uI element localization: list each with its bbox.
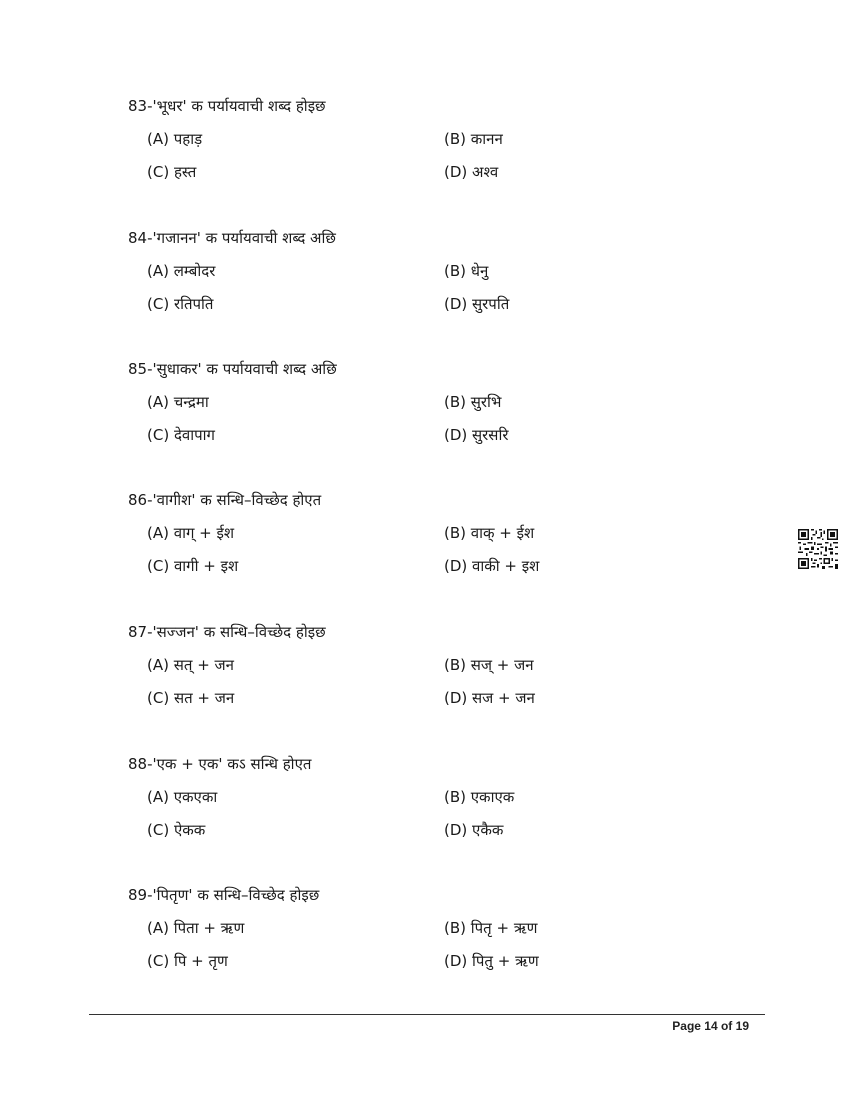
option-b[interactable]: (B) एकाएक bbox=[444, 788, 515, 806]
options-row-2 bbox=[128, 556, 688, 576]
question-85 bbox=[128, 359, 688, 445]
option-b[interactable]: (B) सुरभि bbox=[444, 393, 502, 411]
option-a[interactable]: (A) सत् + जन bbox=[147, 656, 234, 674]
option-a[interactable]: (A) चन्द्रमा bbox=[147, 393, 209, 411]
question-text: 85-'सुधाकर' क पर्यायवाची शब्द अछि bbox=[128, 360, 337, 378]
option-c[interactable]: (C) पि + तृण bbox=[147, 952, 228, 970]
option-b[interactable]: (B) वाक् + ईश bbox=[444, 524, 535, 542]
option-d[interactable]: (D) अश्व bbox=[444, 163, 499, 181]
options-row-1 bbox=[128, 918, 688, 938]
option-b[interactable]: (B) पितृ + ऋण bbox=[444, 919, 538, 937]
question-87 bbox=[128, 622, 688, 708]
options-row-2 bbox=[128, 162, 688, 182]
options-row-1 bbox=[128, 655, 688, 675]
question-text: 89-'पितृण' क सन्धि–विच्छेद होइछ bbox=[128, 886, 320, 904]
option-c[interactable]: (C) सत + जन bbox=[147, 689, 235, 707]
options-row-1 bbox=[128, 129, 688, 149]
options-row-1 bbox=[128, 787, 688, 807]
question-text: 84-'गजानन' क पर्यायवाची शब्द अछि bbox=[128, 229, 336, 247]
option-d[interactable]: (D) सज + जन bbox=[444, 689, 535, 707]
options-row-1 bbox=[128, 392, 688, 412]
options-row-2 bbox=[128, 820, 688, 840]
option-a[interactable]: (A) पहाड़ bbox=[147, 130, 203, 148]
question-84 bbox=[128, 228, 688, 314]
footer-divider bbox=[89, 1014, 765, 1015]
option-d[interactable]: (D) सुरपति bbox=[444, 295, 510, 313]
options-row-2 bbox=[128, 294, 688, 314]
option-a[interactable]: (A) लम्बोदर bbox=[147, 262, 216, 280]
question-86 bbox=[128, 490, 688, 576]
options-row-2 bbox=[128, 951, 688, 971]
option-b[interactable]: (B) धेनु bbox=[444, 262, 489, 280]
options-row-2 bbox=[128, 425, 688, 445]
option-b[interactable]: (B) सज् + जन bbox=[444, 656, 534, 674]
question-83 bbox=[128, 96, 688, 182]
option-c[interactable]: (C) वागी + इश bbox=[147, 557, 239, 575]
qr-code-icon[interactable] bbox=[798, 529, 838, 569]
question-text: 88-'एक + एक' कऽ सन्धि होएत bbox=[128, 755, 312, 773]
option-a[interactable]: (A) पिता + ऋण bbox=[147, 919, 245, 937]
question-text: 86-'वागीश' क सन्धि–विच्छेद होएत bbox=[128, 491, 322, 509]
page-number: Page 14 of 19 bbox=[672, 1019, 749, 1033]
option-a[interactable]: (A) वाग् + ईश bbox=[147, 524, 235, 542]
option-d[interactable]: (D) सुरसरि bbox=[444, 426, 509, 444]
option-a[interactable]: (A) एकएका bbox=[147, 788, 218, 806]
question-89 bbox=[128, 885, 688, 971]
options-row-1 bbox=[128, 523, 688, 543]
option-c[interactable]: (C) ऐकक bbox=[147, 821, 206, 839]
option-b[interactable]: (B) कानन bbox=[444, 130, 503, 148]
option-d[interactable]: (D) एकैक bbox=[444, 821, 504, 839]
option-d[interactable]: (D) वाकी + इश bbox=[444, 557, 540, 575]
option-c[interactable]: (C) हस्त bbox=[147, 163, 197, 181]
options-row-1 bbox=[128, 261, 688, 281]
option-c[interactable]: (C) रतिपति bbox=[147, 295, 214, 313]
question-88 bbox=[128, 754, 688, 840]
option-d[interactable]: (D) पितु + ऋण bbox=[444, 952, 539, 970]
option-c[interactable]: (C) देवापाग bbox=[147, 426, 215, 444]
question-text: 87-'सज्जन' क सन्धि–विच्छेद होइछ bbox=[128, 623, 326, 641]
options-row-2 bbox=[128, 688, 688, 708]
question-text: 83-'भूधर' क पर्यायवाची शब्द होइछ bbox=[128, 97, 326, 115]
